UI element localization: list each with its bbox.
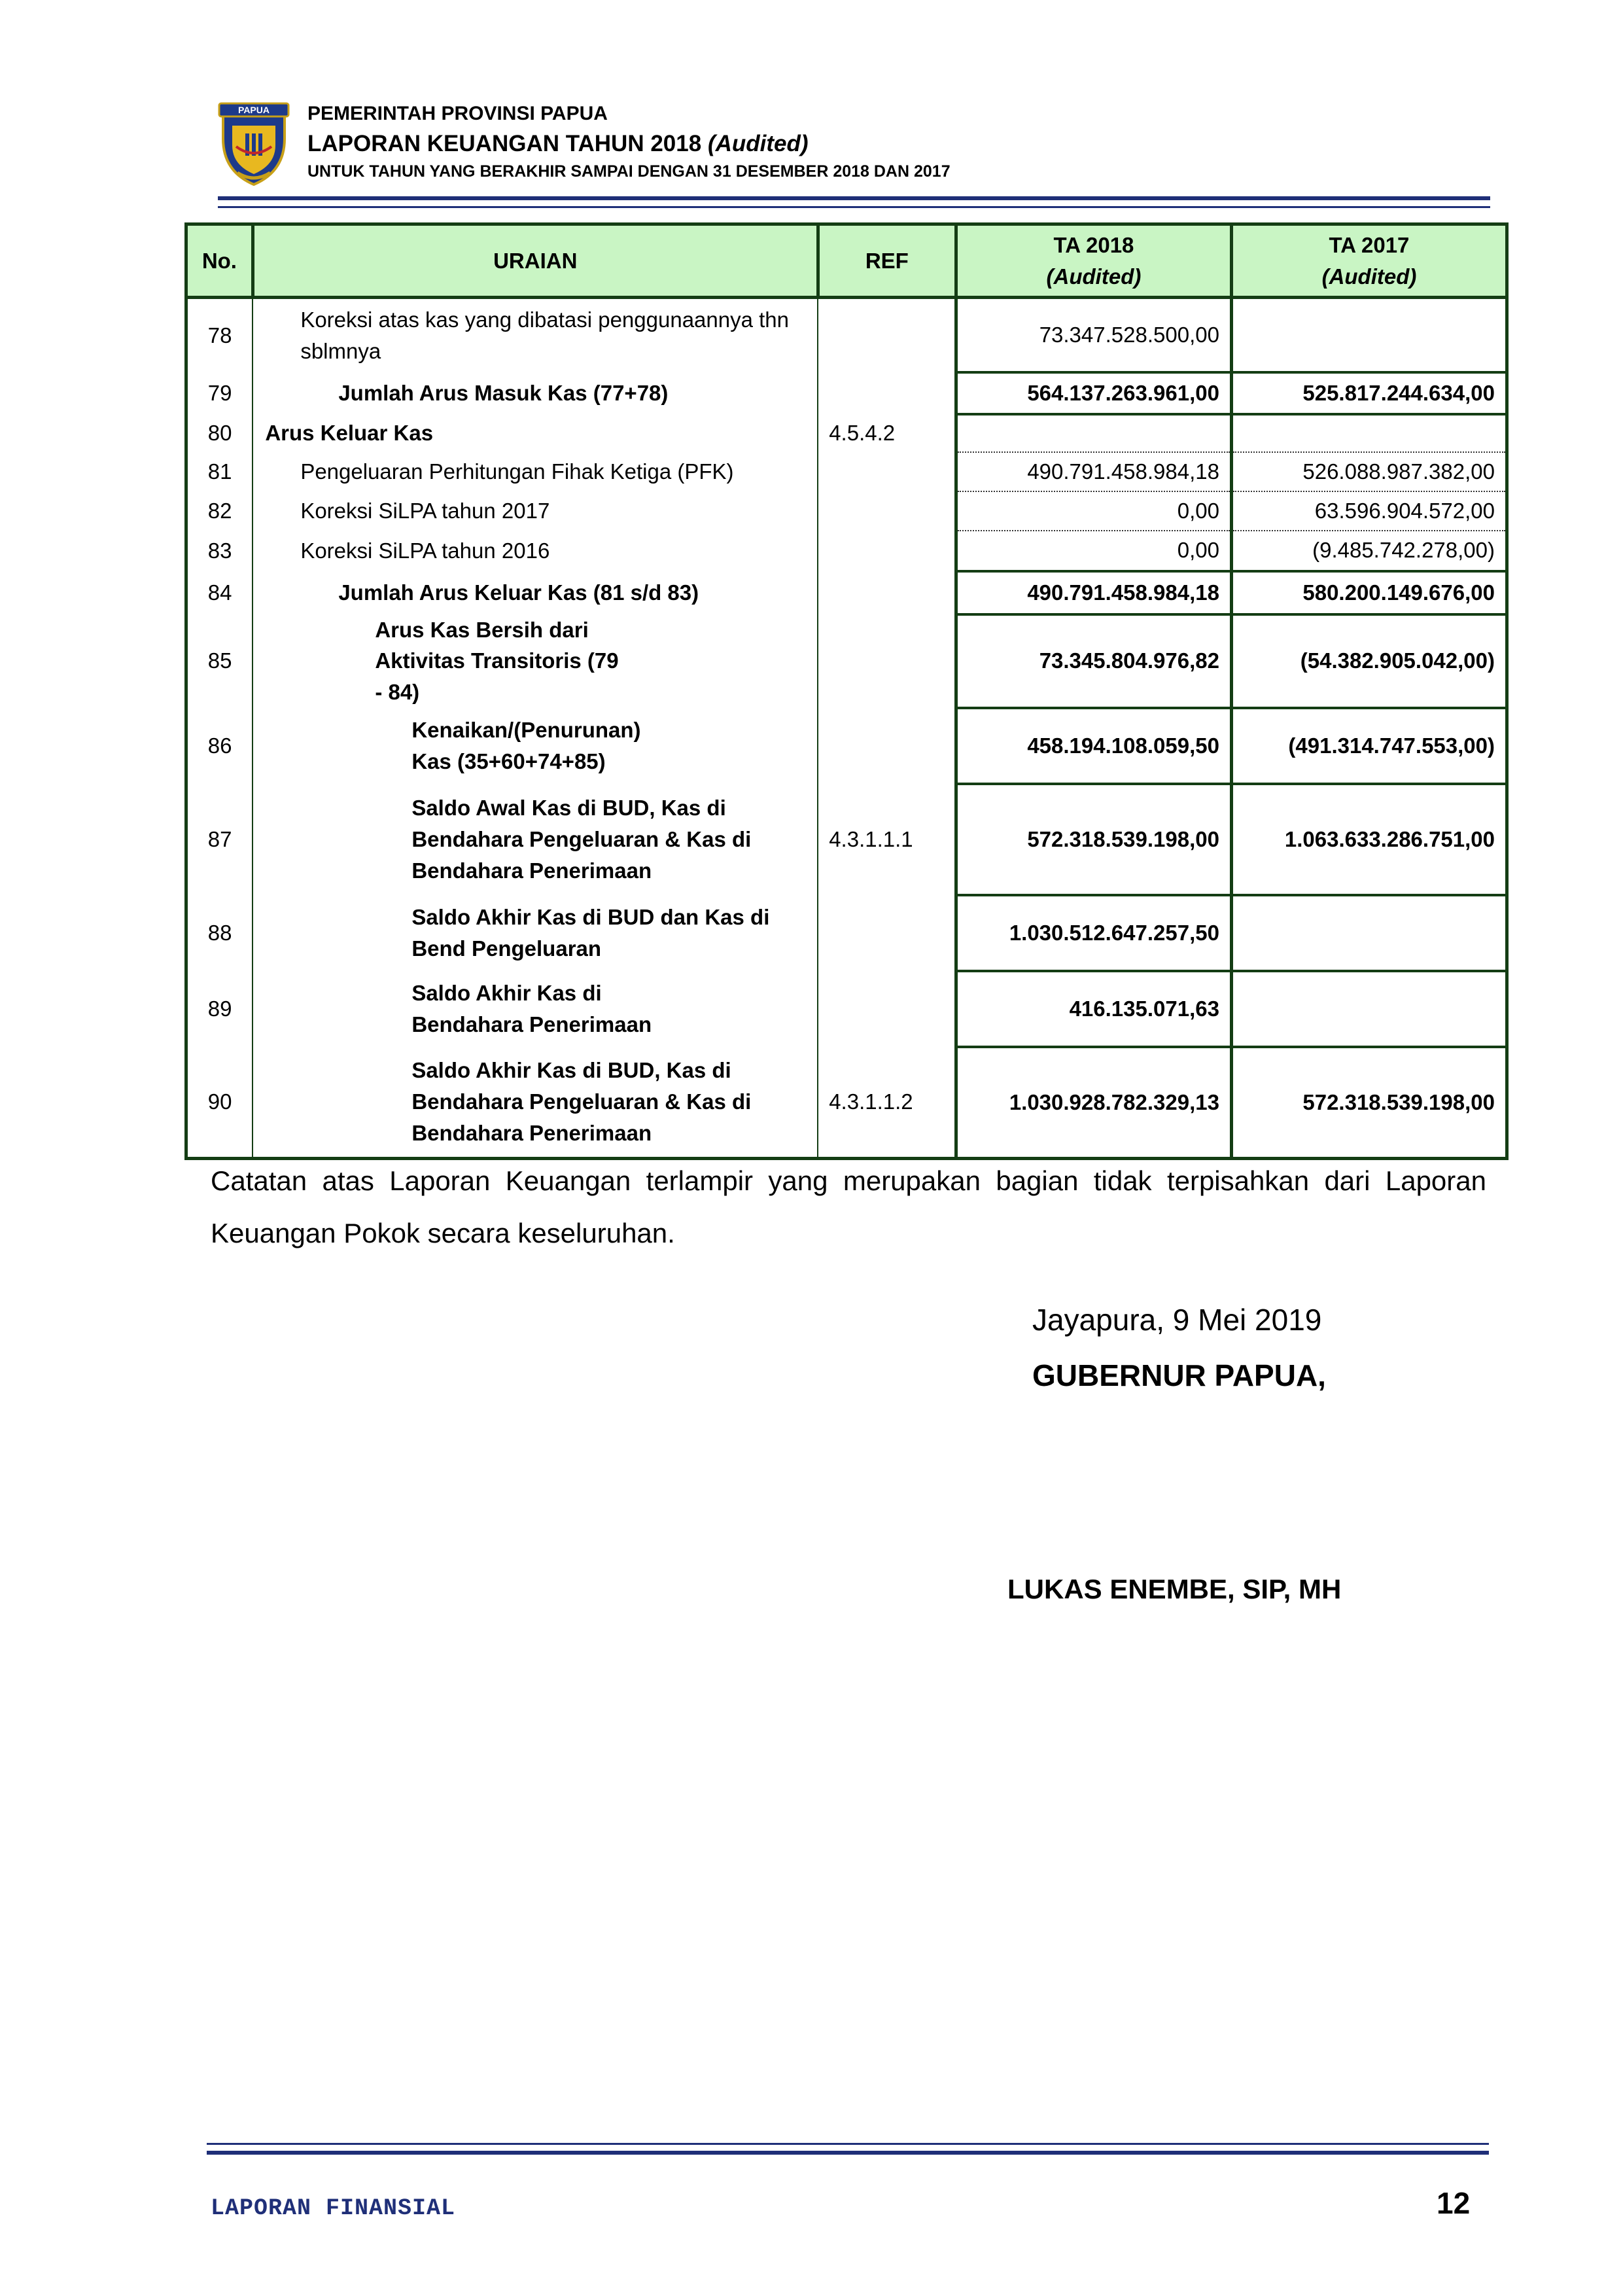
table-row [186,372,1507,414]
header-ref: REF [818,224,956,298]
row-no: 87 [186,784,253,895]
table-row [186,614,1507,709]
row-ta2017: 525.817.244.634,00 [1231,372,1507,414]
row-ref [818,452,956,491]
row-uraian: Arus Keluar Kas [253,414,818,452]
row-ta2018: 490.791.458.984,18 [956,452,1231,491]
row-ta2018: 416.135.071,63 [956,971,1231,1047]
cash-flow-table [184,222,1509,1160]
table-row [186,895,1507,971]
row-no: 78 [186,298,253,372]
row-uraian: Koreksi SiLPA tahun 2016 [253,531,818,571]
row-ref: 4.3.1.1.1 [818,784,956,895]
row-ref [818,895,956,971]
table-row [186,784,1507,895]
header-government: PEMERINTAH PROVINSI PAPUA [307,103,608,124]
row-ta2017: (491.314.747.553,00) [1231,708,1507,784]
row-uraian: Saldo Akhir Kas di BUD, Kas di Bendahara Pengeluaran & Kas di Bendahara Penerimaan [253,1047,818,1158]
row-ta2018: 73.347.528.500,00 [956,298,1231,372]
row-uraian: Pengeluaran Perhitungan Fihak Ketiga (PFK) [253,452,818,491]
row-uraian: Arus Kas Bersih dari Aktivitas Transitoris (79 - 84) [253,614,818,709]
row-ta2018: 1.030.928.782.329,13 [956,1047,1231,1158]
row-ta2017: (54.382.905.042,00) [1231,614,1507,709]
header-ta2018: TA 2018 (Audited) [956,224,1231,298]
row-ta2017 [1231,971,1507,1047]
row-ta2017: 63.596.904.572,00 [1231,491,1507,531]
row-ta2018 [956,414,1231,452]
row-ref: 4.3.1.1.2 [818,1047,956,1158]
row-ref [818,614,956,709]
row-uraian: Jumlah Arus Masuk Kas (77+78) [253,372,818,414]
row-ref [818,571,956,614]
row-ref [818,708,956,784]
row-ta2017: 1.063.633.286.751,00 [1231,784,1507,895]
row-no: 89 [186,971,253,1047]
row-no: 80 [186,414,253,452]
table-row [186,1047,1507,1158]
table-row [186,491,1507,531]
row-ref [818,372,956,414]
row-ta2017 [1231,414,1507,452]
row-uraian: Saldo Akhir Kas di Bendahara Penerimaan [253,971,818,1047]
header-ta2017: TA 2017 (Audited) [1231,224,1507,298]
footer-label: LAPORAN FINANSIAL [211,2195,456,2221]
table-header-row [186,224,1507,298]
row-no: 79 [186,372,253,414]
table-row [186,971,1507,1047]
row-ta2018: 0,00 [956,531,1231,571]
row-uraian: Koreksi atas kas yang dibatasi penggunaannya thn sblmnya [253,298,818,372]
row-ta2017 [1231,895,1507,971]
row-no: 81 [186,452,253,491]
row-ta2018: 0,00 [956,491,1231,531]
papua-crest-logo [218,99,290,188]
row-ref [818,971,956,1047]
financial-notes-statement: Catatan atas Laporan Keuangan terlampir yang merupakan bagian tidak terpisahkan dari Laporan Keuangan Pokok secara keseluruhan. [211,1165,1486,1248]
row-ref [818,491,956,531]
header-rule [218,196,1490,208]
signature-title: GUBERNUR PAPUA, [1032,1358,1326,1392]
row-uraian: Saldo Awal Kas di BUD, Kas di Bendahara Pengeluaran & Kas di Bendahara Penerimaan [253,784,818,895]
table-row [186,571,1507,614]
row-uraian: Kenaikan/(Penurunan) Kas (35+60+74+85) [253,708,818,784]
row-ta2017: (9.485.742.278,00) [1231,531,1507,571]
row-ref: 4.5.4.2 [818,414,956,452]
row-ta2018: 1.030.512.647.257,50 [956,895,1231,971]
row-ta2017: 572.318.539.198,00 [1231,1047,1507,1158]
row-ta2017 [1231,298,1507,372]
header-uraian: URAIAN [253,224,818,298]
row-no: 86 [186,708,253,784]
footer-rule [207,2143,1489,2155]
row-uraian: Koreksi SiLPA tahun 2017 [253,491,818,531]
row-no: 83 [186,531,253,571]
row-no: 90 [186,1047,253,1158]
header-report-title: LAPORAN KEUANGAN TAHUN 2018 (Audited) [307,131,809,156]
row-uraian: Saldo Akhir Kas di BUD dan Kas di Bend Pengeluaran [253,895,818,971]
row-ta2018: 73.345.804.976,82 [956,614,1231,709]
table-row [186,708,1507,784]
row-ta2017: 580.200.149.676,00 [1231,571,1507,614]
svg-text:PAPUA: PAPUA [238,105,270,115]
row-ta2018: 458.194.108.059,50 [956,708,1231,784]
row-ref [818,531,956,571]
header-period: UNTUK TAHUN YANG BERAKHIR SAMPAI DENGAN 31 DESEMBER 2018 DAN 2017 [307,162,951,181]
row-no: 85 [186,614,253,709]
signatory-name: LUKAS ENEMBE, SIP, MH [1007,1574,1342,1604]
row-no: 88 [186,895,253,971]
row-ta2018: 490.791.458.984,18 [956,571,1231,614]
row-no: 82 [186,491,253,531]
table-row [186,298,1507,372]
row-ta2017: 526.088.987.382,00 [1231,452,1507,491]
row-uraian: Jumlah Arus Keluar Kas (81 s/d 83) [253,571,818,614]
row-no: 84 [186,571,253,614]
table-row [186,452,1507,491]
page-number: 12 [1437,2186,1471,2220]
row-ta2018: 564.137.263.961,00 [956,372,1231,414]
header-no: No. [186,224,253,298]
table-row [186,531,1507,571]
row-ta2018: 572.318.539.198,00 [956,784,1231,895]
table-row [186,414,1507,452]
row-ref [818,298,956,372]
signature-place-date: Jayapura, 9 Mei 2019 [1032,1303,1322,1337]
